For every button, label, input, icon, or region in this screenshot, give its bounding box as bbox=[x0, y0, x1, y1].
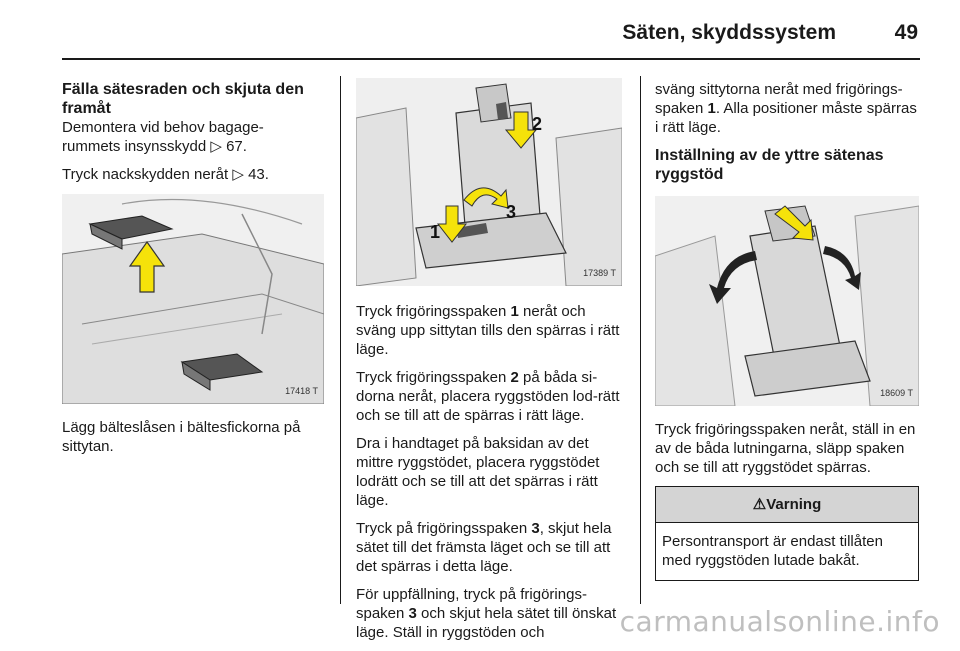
callout-2: 2 bbox=[532, 114, 543, 134]
column-divider-right bbox=[640, 76, 641, 604]
paragraph-center-backrest: Dra i handtaget på baksidan av det mittre ryggstödet, placera ryggstödet lodrätt och se till att det spärras i rätt läge. bbox=[356, 435, 600, 509]
paragraph-lever-2: Tryck frigöringsspaken 2 på båda si-dorna neråt, placera ryggstöden lod-rätt och se till att de spärras i rätt läge. bbox=[356, 369, 620, 424]
section-heading-fold-seats: Fälla sätesraden och skjuta den framåt bbox=[62, 81, 304, 117]
page-ref-icon: ▷ bbox=[210, 138, 222, 155]
page-ref-icon: ▷ bbox=[232, 166, 244, 183]
callout-3: 3 bbox=[506, 202, 517, 222]
column-divider-left bbox=[340, 76, 341, 604]
page-title: Säten, skyddssystem bbox=[622, 21, 836, 44]
paragraph-unfold: För uppfällning, tryck på frigörings-spaken 3 och skjut hela sätet till önskat läge. Ställ in ryggstöden och bbox=[356, 586, 617, 641]
figure-code: 17418 T bbox=[285, 386, 318, 396]
paragraph-cargo-cover: Demontera vid behov bagage- rummets insynsskydd ▷ 67. bbox=[62, 119, 264, 155]
column-1 bbox=[62, 80, 324, 465]
warning-header bbox=[656, 487, 918, 523]
paragraph-lever-1: Tryck frigöringsspaken 1 neråt och sväng upp sittytan tills den spärras i rätt läge. bbox=[356, 303, 620, 358]
figure-outer-backrest bbox=[655, 196, 919, 406]
paragraph-seat-cushions: sväng sittytorna neråt med frigörings-spaken 1. Alla positioner måste spärras i rätt läge. bbox=[655, 81, 917, 136]
figure-headrests bbox=[62, 194, 324, 404]
page-number: 49 bbox=[894, 21, 918, 44]
column-3 bbox=[655, 80, 923, 581]
figure-code: 18609 T bbox=[880, 388, 913, 398]
paragraph-belt-buckles: Lägg bälteslåsen i bältesfickorna på sittytan. bbox=[62, 419, 301, 455]
callout-1: 1 bbox=[430, 222, 441, 242]
paragraph-headrests: Tryck nackskydden neråt ▷ 43. bbox=[62, 166, 269, 183]
warning-triangle-icon: ⚠ bbox=[752, 496, 767, 513]
warning-title: Varning bbox=[766, 496, 822, 513]
watermark: carmanualsonline.info bbox=[619, 605, 940, 638]
figure-release-levers bbox=[356, 78, 622, 286]
warning-text: Persontransport är endast tillåten med ryggstöden lutade bakåt. bbox=[662, 533, 883, 569]
paragraph-recline: Tryck frigöringsspaken neråt, ställ in en av de båda lutningarna, släpp spaken och se till att ryggstödet spärras. bbox=[655, 421, 916, 476]
warning-box bbox=[655, 486, 919, 581]
figure-code: 17389 T bbox=[583, 268, 616, 278]
column-2 bbox=[356, 80, 626, 651]
paragraph-lever-3: Tryck på frigöringsspaken 3, skjut hela sätet till det främsta läget och se till att det spärras i detta läge. bbox=[356, 520, 612, 575]
section-heading-outer-backrests: Inställning av de yttre sätenas ryggstöd bbox=[655, 147, 884, 183]
page-header bbox=[62, 18, 920, 60]
